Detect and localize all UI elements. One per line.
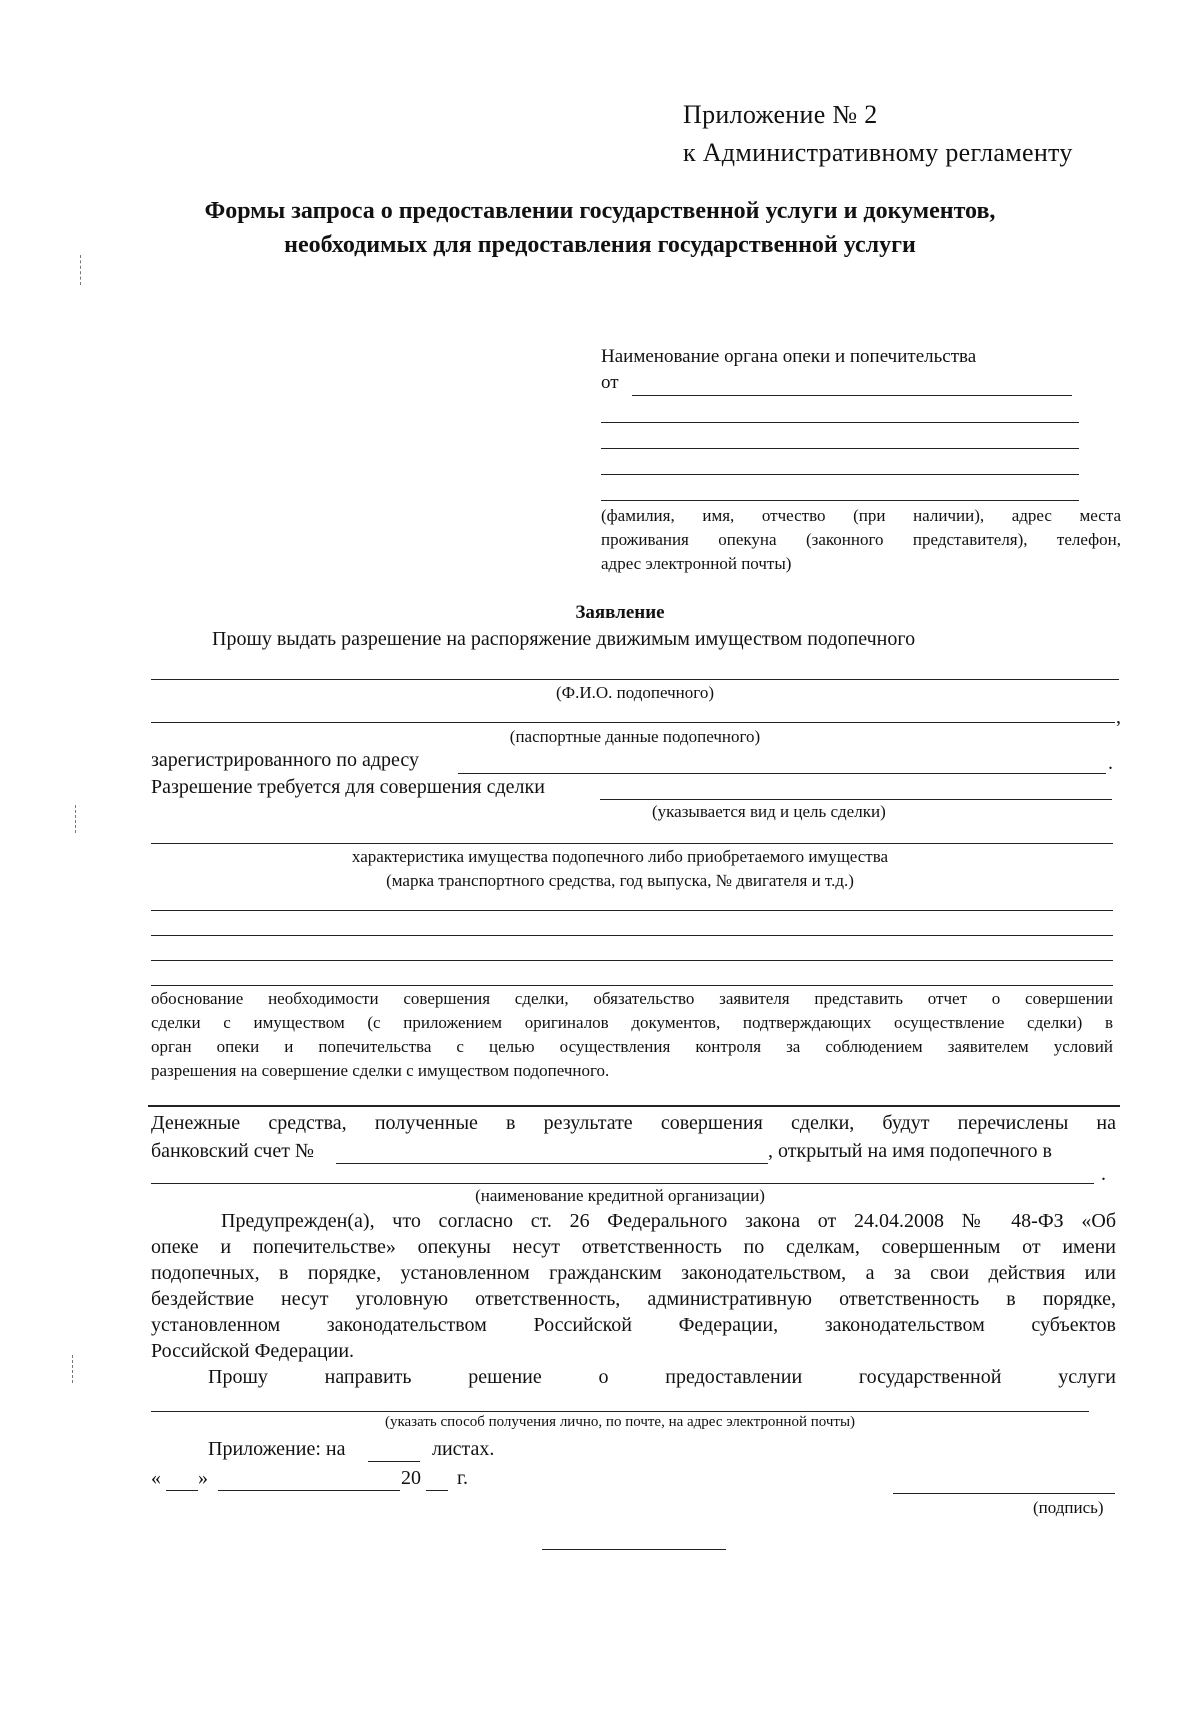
justification-caption-line1: обоснование необходимости совершения сделки, обязательство заявителя представить отчет о совершении [151, 989, 1113, 1008]
property-caption-line1: характеристика имущества подопечного либо приобретаемого имущества [351, 847, 889, 866]
warning-line3: подопечных, в порядке, установленном гражданским законодательством, а за свои действия или [151, 1262, 1116, 1284]
scan-mark [72, 1355, 73, 1383]
permission-label: Разрешение требуется для совершения сделки [151, 776, 545, 798]
property-line[interactable] [151, 843, 1113, 844]
end-divider [542, 1549, 726, 1550]
date-year-prefix: 20 [401, 1467, 421, 1489]
period: . [1108, 752, 1113, 774]
send-text: Прошу направить решение о предоставлении государственной услуги [208, 1366, 1116, 1388]
delivery-method-caption: (указать способ получения лично, по почте, на адрес электронной почты) [384, 1414, 856, 1430]
document-title-line1: Формы запроса о предоставлении государственной услуги и документов, [204, 198, 996, 224]
date-month-line[interactable] [218, 1490, 400, 1491]
date-close-quote: » [198, 1467, 208, 1489]
money-text-line1: Денежные средства, полученные в результате совершения сделки, будут перечислены на [151, 1112, 1116, 1134]
justification-caption-line3: орган опеки и попечительства с целью осуществления контроля за соблюдением заявителем условий [151, 1037, 1113, 1056]
document-title-line2: необходимых для предоставления государственной услуги [284, 232, 916, 258]
warning-line5: установленном законодательством Российской Федерации, законодательством субъектов [151, 1314, 1116, 1336]
section-divider [148, 1105, 1120, 1107]
date-day-line[interactable] [166, 1490, 198, 1491]
delivery-method-line[interactable] [151, 1411, 1089, 1412]
statement-heading: Заявление [575, 602, 665, 623]
applicant-caption-line1: (фамилия, имя, отчество (при наличии), адрес места [601, 506, 1121, 525]
justification-caption-line2: сделки с имуществом (с приложением оригиналов документов, подтверждающих осуществление сделки) в [151, 1013, 1113, 1032]
applicant-caption-line2: проживания опекуна (законного представителя), телефон, [601, 530, 1121, 549]
scan-mark [80, 255, 81, 285]
signature-caption: (подпись) [1033, 1498, 1104, 1517]
from-label: от [601, 372, 619, 393]
justification-line[interactable] [151, 910, 1113, 911]
registered-label: зарегистрированного по адресу [151, 749, 420, 771]
ward-name-line[interactable] [151, 679, 1119, 680]
signature-line[interactable] [893, 1493, 1115, 1494]
date-open-quote: « [151, 1467, 161, 1489]
organ-label: Наименование органа опеки и попечительства [601, 346, 977, 367]
applicant-caption-line3: адрес электронной почты) [601, 554, 792, 573]
applicant-field-line[interactable] [601, 500, 1079, 501]
warning-line4: бездействие несут уголовную ответственность, административную ответственность в порядке, [151, 1288, 1116, 1310]
justification-line[interactable] [151, 935, 1113, 936]
comma: , [1116, 706, 1121, 728]
request-text: Прошу выдать разрешение на распоряжение движимым имуществом подопечного [212, 628, 916, 650]
applicant-field-line[interactable] [601, 474, 1079, 475]
deal-caption: (указывается вид и цель сделки) [652, 802, 886, 821]
deal-line[interactable] [600, 799, 1112, 800]
appendix-number: Приложение № 2 [683, 100, 878, 129]
from-field-line[interactable] [632, 395, 1072, 396]
justification-line[interactable] [151, 985, 1113, 986]
period-2: . [1101, 1163, 1106, 1185]
sheets-label: листах. [432, 1438, 495, 1460]
passport-caption: (паспортные данные подопечного) [509, 727, 761, 746]
applicant-field-line[interactable] [601, 448, 1079, 449]
bank-name-line[interactable] [151, 1183, 1094, 1184]
warning-line1: Предупрежден(а), что согласно ст. 26 Федерального закона от 24.04.2008 № 48-ФЗ «Об [221, 1210, 1116, 1232]
warning-line6: Российской Федерации. [151, 1340, 355, 1362]
ward-name-caption: (Ф.И.О. подопечного) [556, 683, 714, 702]
address-line[interactable] [458, 773, 1106, 774]
passport-line[interactable] [151, 722, 1115, 723]
applicant-field-line[interactable] [601, 422, 1079, 423]
date-year-line[interactable] [426, 1490, 448, 1491]
justification-line[interactable] [151, 960, 1113, 961]
sheets-count-line[interactable] [368, 1461, 420, 1462]
scan-mark [75, 805, 76, 833]
bank-account-line[interactable] [336, 1163, 768, 1164]
date-year-suffix: г. [457, 1467, 468, 1489]
justification-caption-line4: разрешения на совершение сделки с имуществом подопечного. [151, 1061, 610, 1080]
property-caption-line2: (марка транспортного средства, год выпуска, № двигателя и т.д.) [386, 871, 854, 890]
attachment-label: Приложение: на [208, 1438, 346, 1460]
warning-line2: опеке и попечительстве» опекуны несут ответственность по сделкам, совершенным от имени [151, 1236, 1116, 1258]
opened-in-label: , открытый на имя подопечного в [768, 1140, 1052, 1162]
appendix-reference: к Административному регламенту [683, 138, 1073, 167]
bank-caption: (наименование кредитной организации) [475, 1186, 765, 1205]
bank-account-label: банковский счет № [151, 1140, 315, 1162]
